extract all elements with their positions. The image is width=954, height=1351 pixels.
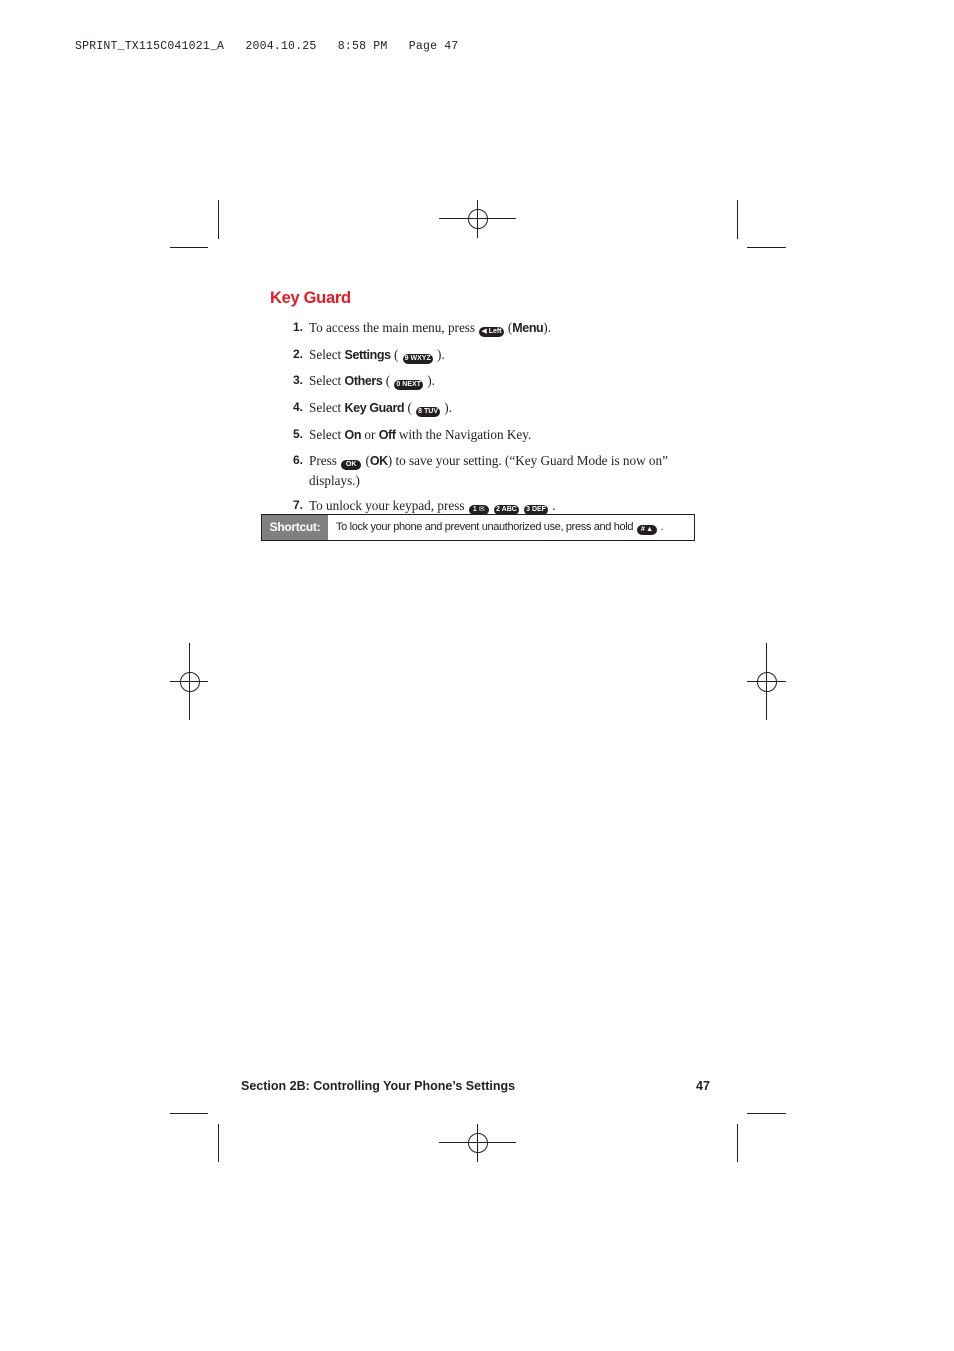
crop-mark xyxy=(747,247,786,248)
step-text: ). xyxy=(444,400,452,415)
step-text: ( xyxy=(365,453,370,468)
crop-mark xyxy=(747,1113,786,1114)
step-text: ). xyxy=(437,347,445,362)
registration-circle xyxy=(468,209,488,229)
shortcut-box xyxy=(261,514,695,541)
menu-label: Menu xyxy=(512,321,544,335)
step-text: ). xyxy=(543,320,551,335)
step-4 xyxy=(285,398,685,418)
left-softkey-icon: ◀ Left xyxy=(481,328,502,335)
others-label: Others xyxy=(344,374,383,388)
ok-label: OK xyxy=(369,454,388,468)
step-text: To access the main menu, press xyxy=(309,320,476,335)
step-number: 1. xyxy=(292,320,303,334)
slug-date: 2004.10.25 xyxy=(245,40,317,53)
print-slug xyxy=(75,40,459,53)
step-number: 4. xyxy=(292,400,303,414)
section-heading: Key Guard xyxy=(270,289,351,307)
key-9-icon: 9 WXYZ xyxy=(404,355,431,362)
step-text: To unlock your keypad, press xyxy=(309,498,465,513)
settings-label: Settings xyxy=(344,348,391,362)
step-text: Select xyxy=(309,347,342,362)
crop-mark xyxy=(737,1124,738,1162)
key-3-icon: 3 DEF xyxy=(526,506,546,513)
step-text: ). xyxy=(427,373,435,388)
step-number: 3. xyxy=(292,373,303,387)
step-number: 5. xyxy=(292,427,303,441)
key-2-icon: 2 ABC xyxy=(496,506,517,513)
step-number: 2. xyxy=(292,347,303,361)
ok-key-icon: OK xyxy=(341,460,361,470)
step-7 xyxy=(285,496,685,515)
step-1 xyxy=(285,318,685,338)
step-text: Select xyxy=(309,427,342,442)
slug-page: Page 47 xyxy=(408,40,459,53)
shortcut-text-container xyxy=(328,515,694,540)
step-text: ( xyxy=(507,320,513,335)
key-0-icon: 0 NEXT xyxy=(396,381,421,388)
instruction-list xyxy=(285,318,685,515)
step-text: . xyxy=(552,498,556,513)
registration-circle xyxy=(180,672,200,692)
shortcut-text: To lock your phone and prevent unauthorized use, press and hold xyxy=(336,521,634,533)
step-number: 6. xyxy=(292,453,303,467)
crop-mark xyxy=(218,200,219,239)
step-3 xyxy=(285,371,685,391)
shortcut-label: Shortcut: xyxy=(262,515,328,540)
step-text: or xyxy=(364,427,376,442)
registration-circle xyxy=(468,1133,488,1153)
slug-job: SPRINT_TX115C041021_A xyxy=(75,40,225,53)
step-text: Select xyxy=(309,373,342,388)
crop-mark xyxy=(218,1124,219,1162)
step-text: Press xyxy=(309,453,337,468)
step-text: ( xyxy=(385,373,391,388)
step-text: ( xyxy=(407,400,412,415)
footer-section-title: Section 2B: Controlling Your Phone’s Settings xyxy=(241,1079,516,1093)
slug-time: 8:58 PM xyxy=(337,40,388,53)
step-2 xyxy=(285,345,685,365)
footer-page-number: 47 xyxy=(696,1079,710,1093)
key-1-icon: 1 ✉ xyxy=(469,505,489,515)
step-6 xyxy=(285,451,685,490)
crop-mark xyxy=(170,1113,208,1114)
key-guard-label: Key Guard xyxy=(344,401,405,415)
key-8-icon: 8 TUV xyxy=(418,408,438,415)
crop-mark xyxy=(737,200,738,239)
registration-circle xyxy=(757,672,777,692)
crop-mark xyxy=(170,247,208,248)
pound-key-icon: # ▲ xyxy=(637,525,657,535)
step-text: Select xyxy=(309,400,342,415)
step-text: ) to save your setting. (“Key Guard Mode is now on” displays.) xyxy=(309,453,668,488)
off-label: Off xyxy=(378,428,396,442)
step-5 xyxy=(285,425,685,445)
step-text: ( xyxy=(393,347,399,362)
step-text: with the Navigation Key. xyxy=(398,427,532,442)
shortcut-end: . xyxy=(660,521,664,533)
on-label: On xyxy=(344,428,362,442)
step-number: 7. xyxy=(292,498,303,512)
